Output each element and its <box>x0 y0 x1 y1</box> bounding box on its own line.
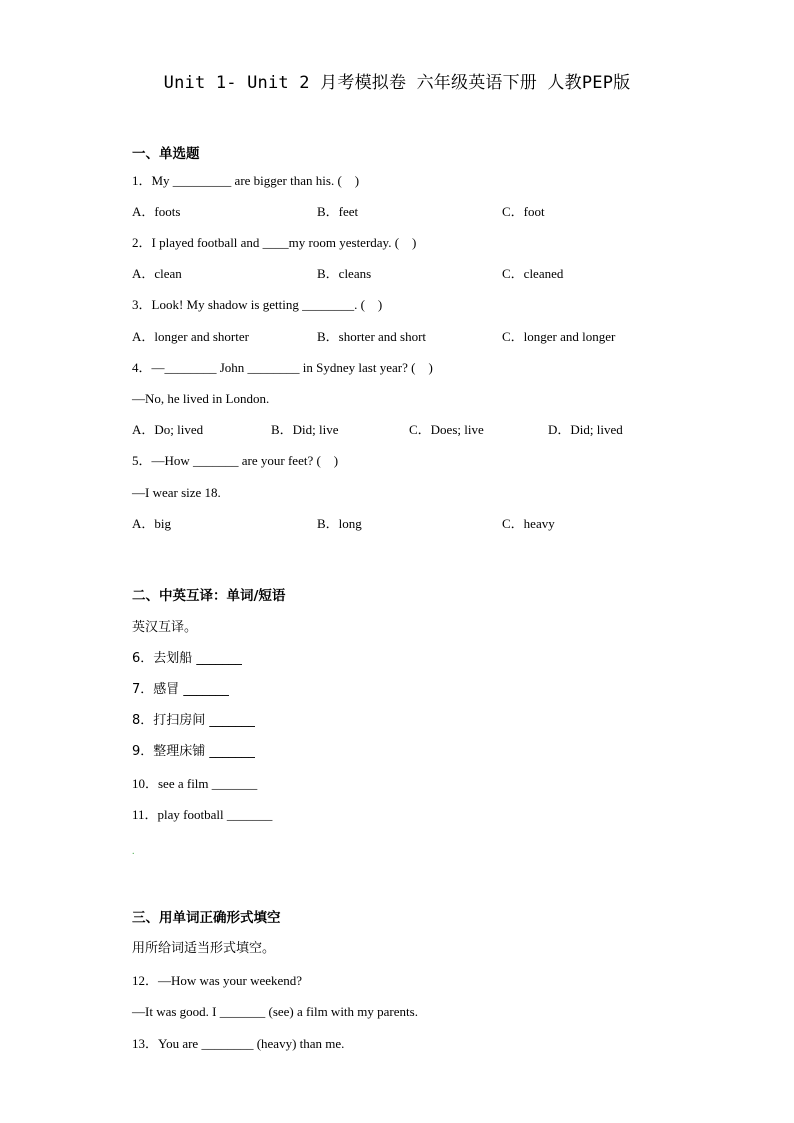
page-title: Unit 1- Unit 2 月考模拟卷 六年级英语下册 人教PEP版 <box>163 73 631 93</box>
section-heading-single-choice: 一、单选题 <box>132 146 200 162</box>
question-5-option-a: A．big <box>132 516 172 531</box>
question-5-stem: 5．—How _______ are your feet? ( ) <box>132 453 339 468</box>
question-13-stem: 13．You are ________ (heavy) than me. <box>132 1036 345 1051</box>
question-8: 8．打扫房间 _______ <box>132 713 255 728</box>
question-2-stem: 2．I played football and ____my room yesterday. ( ) <box>132 235 417 250</box>
question-5-option-b: B．long <box>317 516 362 531</box>
question-1-option-c: C．foot <box>502 204 545 219</box>
section-3-instruction: 用所给词适当形式填空。 <box>132 941 276 956</box>
question-7: 7．感冒 _______ <box>132 682 229 697</box>
question-2-option-c: C．cleaned <box>502 266 564 281</box>
question-3-option-a: A．longer and shorter <box>132 329 249 344</box>
question-4-answer-line: —No, he lived in London. <box>132 391 270 406</box>
question-4-stem: 4．—________ John ________ in Sydney last year? ( ) <box>132 360 433 375</box>
question-3-stem: 3．Look! My shadow is getting ________. ( ) <box>132 297 383 312</box>
section-2-instruction: 英汉互译。 <box>132 620 198 635</box>
question-3-option-c: C．longer and longer <box>502 329 616 344</box>
question-12-stem: 12．—How was your weekend? <box>132 973 303 988</box>
question-4-option-b: B．Did; live <box>271 422 339 437</box>
question-10: 10．see a film _______ <box>132 776 258 791</box>
stray-dot: . <box>132 846 135 857</box>
question-4-option-c: C．Does; live <box>409 422 484 437</box>
question-5-option-c: C．heavy <box>502 516 555 531</box>
question-4-option-d: D．Did; lived <box>548 422 623 437</box>
section-heading-word-forms: 三、用单词正确形式填空 <box>132 910 281 926</box>
question-5-answer-line: —I wear size 18. <box>132 485 221 500</box>
question-3-option-b: B．shorter and short <box>317 329 427 344</box>
question-4-option-a: A．Do; lived <box>132 422 204 437</box>
question-2-option-b: B．cleans <box>317 266 372 281</box>
question-12-answer-line: —It was good. I _______ (see) a film with my parents. <box>132 1004 418 1019</box>
section-heading-translation: 二、中英互译：单词/短语 <box>132 588 286 604</box>
question-1-option-b: B．feet <box>317 204 359 219</box>
question-9: 9．整理床铺 _______ <box>132 744 255 759</box>
question-2-option-a: A．clean <box>132 266 182 281</box>
question-1-option-a: A．foots <box>132 204 181 219</box>
question-6: 6．去划船 _______ <box>132 651 242 666</box>
question-11: 11．play football _______ <box>132 807 273 822</box>
question-1-stem: 1．My _________ are bigger than his. ( ) <box>132 173 360 188</box>
